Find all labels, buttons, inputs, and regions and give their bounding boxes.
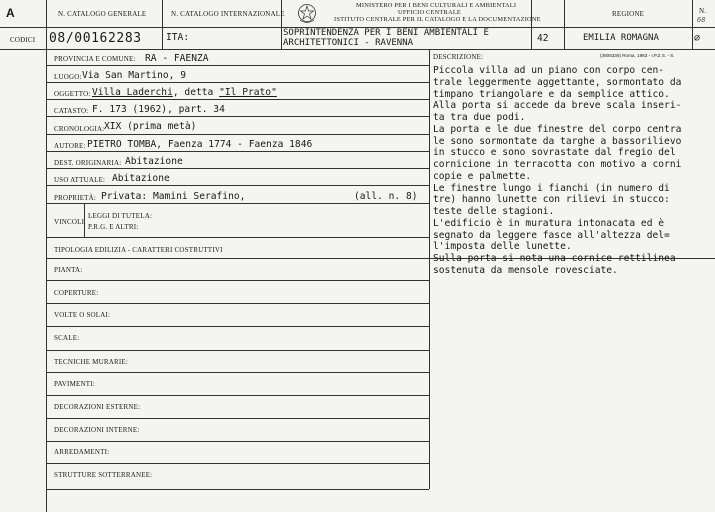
soprintendenza-line-1: SOPRINTENDENZA PER I BENI AMBIENTALI E [283, 28, 489, 38]
cat-generale-value: 08/00162283 [49, 31, 142, 46]
row-sep [46, 185, 429, 186]
description-line: cornicione in terracotta con motivo a corni [433, 159, 682, 170]
cronologia-label: CRONOLOGIA: [54, 125, 105, 133]
description-line: teste delle stagioni. [433, 206, 555, 217]
cat-internazionale-label: N. CATALOGO INTERNAZIONALE [171, 10, 285, 18]
ministero-line-1: MINISTERO PER I BENI CULTURALI E AMBIENTALI [356, 2, 517, 9]
description-line: Alla porta si accede da breve scala inseri- [433, 100, 682, 112]
n-value: 68 [697, 16, 706, 24]
sheet-letter: A [6, 6, 15, 20]
ministero-line-2: UFFICIO CENTRALE [398, 9, 462, 16]
catasto-value: F. 173 (1962), part. 34 [92, 104, 225, 115]
uso-value: Abitazione [112, 173, 170, 184]
pavimenti-label: PAVIMENTI: [54, 380, 95, 388]
luogo-label: LUOGO: [54, 73, 82, 81]
check-mark: ∅ [694, 33, 701, 44]
provincia-label: PROVINCIA E COMUNE: [54, 55, 136, 63]
codici-label: CODICI [10, 36, 36, 44]
ministero-line-3: ISTITUTO CENTRALE PER IL CATALOGO E LA DOCUMENTAZIONE [334, 16, 541, 23]
row-sep [46, 441, 429, 442]
row-sep [46, 418, 429, 419]
oggetto-value [92, 87, 277, 98]
code-number: 42 [537, 33, 549, 44]
tecniche-murarie-label: TECNICHE MURARIE: [54, 358, 128, 366]
proprieta-label: PROPRIETÀ: [54, 194, 97, 202]
description-line: timpano triangolare e da semplice attico. [433, 88, 670, 100]
header-sep-4 [564, 0, 565, 49]
leggi-tutela-label: LEGGI DI TUTELA: [88, 212, 153, 220]
row-sep [46, 489, 429, 490]
row-sep [46, 203, 429, 204]
left-column-border [46, 0, 47, 512]
vincoli-label: VINCOLI [54, 218, 85, 226]
cat-generale-label: N. CATALOGO GENERALE [58, 10, 147, 18]
description-line: La porta e le due finestre del corpo centra [433, 123, 682, 135]
row-sep [46, 82, 429, 83]
row-sep [46, 303, 429, 304]
proprieta-allegato: (all. n. 8) [354, 191, 418, 202]
oggetto-label: OGGETTO: [54, 90, 91, 98]
decorazioni-esterne-label: DECORAZIONI ESTERNE: [54, 403, 141, 411]
description-border [429, 49, 430, 489]
description-line: Piccola villa ad un piano con corpo cen- [433, 65, 665, 76]
uso-label: USO ATTUALE: [54, 176, 106, 184]
row-sep [46, 168, 429, 169]
row-sep [46, 395, 429, 396]
oggetto-alias: "Il Prato" [219, 87, 277, 98]
header-sep-5 [692, 0, 693, 49]
row-sep [46, 116, 429, 117]
dest-label: DEST. ORIGINARIA: [54, 159, 122, 167]
coperture-label: COPERTURE: [54, 289, 99, 297]
description-line: le sono sormontate da targhe a bassorilievo [433, 135, 682, 147]
description-line: ta tra due podi. [433, 112, 526, 123]
decorazioni-interne-label: DECORAZIONI INTERNE: [54, 426, 140, 434]
row-sep [46, 280, 429, 281]
soprintendenza-line-2: ARCHITETTONICI - RAVENNA [283, 38, 414, 48]
autore-label: AUTORE: [54, 142, 86, 150]
volte-solai-label: VOLTE O SOLAI: [54, 311, 111, 319]
row-sep [46, 372, 429, 373]
description-line: Sulla porta si nota una cornice rettilinea [433, 253, 676, 264]
prg-label: P.R.G. E ALTRI: [88, 223, 139, 231]
n-label: N. [699, 7, 707, 15]
luogo-value: Via San Martino, 9 [82, 70, 186, 81]
republic-emblem-icon [297, 2, 317, 24]
description-line: segnato da leggere fasce all'altezza del= [433, 229, 670, 241]
cronologia-value: XIX (prima metà) [104, 121, 197, 132]
oggetto-name: Villa Laderchi [92, 87, 173, 98]
ita-label: ITA: [166, 32, 190, 43]
arredamenti-label: ARREDAMENTI: [54, 448, 110, 456]
descrizione-label: DESCRIZIONE: [433, 53, 484, 61]
description-line: tre) hanno lunette con rilievi in stucco: [433, 194, 670, 206]
oggetto-mid: , detta [172, 87, 220, 98]
codes-divider [0, 49, 715, 50]
row-sep [46, 134, 429, 135]
dest-value: Abitazione [125, 156, 183, 167]
regione-value: EMILIA ROMAGNA [583, 33, 659, 43]
description-line: L'edificio è in muratura intonacata ed è [433, 217, 665, 229]
header-sep-3 [531, 0, 532, 49]
description-line: copie e palmette. [433, 170, 532, 182]
regione-label: REGIONE [612, 10, 645, 18]
proprieta-value: Privata: Mamini Serafino, [101, 191, 246, 202]
catasto-label: CATASTO: [54, 107, 89, 115]
print-note: (3606336) Roma, 1983 - I.P.Z.S. - S. [600, 53, 675, 58]
row-sep [46, 326, 429, 327]
vincoli-bracket [84, 203, 85, 237]
provincia-value: RA - FAENZA [145, 53, 209, 64]
description-line: l'imposta delle lunette. [433, 241, 572, 253]
header-sep-1 [162, 0, 163, 49]
scale-label: SCALE: [54, 334, 80, 342]
header-sep-2 [281, 0, 282, 49]
row-sep [46, 237, 429, 238]
description-line: trale leggermente aggettante, sormontato da [433, 76, 682, 88]
tipologia-label: TIPOLOGIA EDILIZIA - CARATTERI COSTRUTTIVI [54, 246, 223, 254]
description-line: Le finestre lungo i fianchi (in numero di [433, 182, 670, 194]
row-sep [46, 463, 429, 464]
row-sep [46, 350, 429, 351]
autore-value: PIETRO TOMBA, Faenza 1774 - Faenza 1846 [87, 139, 313, 150]
description-line: sostenuta da mensole rovesciate. [433, 264, 618, 276]
description-line: in stucco e sono sovrastate dal fregio del [433, 147, 676, 159]
strutture-sotterranee-label: STRUTTURE SOTTERRANEE: [54, 471, 153, 479]
row-sep [46, 99, 429, 100]
row-sep [46, 151, 429, 152]
row-sep [46, 65, 429, 66]
pianta-label: PIANTA: [54, 266, 83, 274]
